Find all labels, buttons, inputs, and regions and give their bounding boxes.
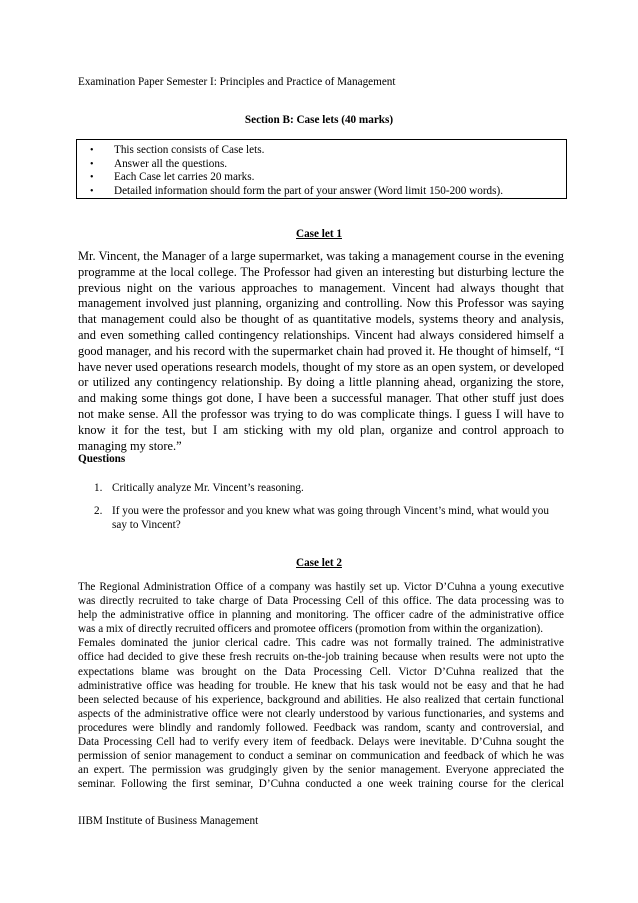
case-2-line: permission of senior management to conduct a seminar on communication and feedback of which he was — [78, 750, 564, 763]
question-number: 2. — [94, 505, 103, 517]
bullet-icon: • — [90, 185, 94, 197]
instruction-item — [90, 144, 566, 158]
bullet-icon: • — [90, 158, 94, 170]
bullet-icon: • — [90, 145, 94, 156]
case-2-line: aspects of the administrative office were not clearly understood by various functionaries, and systems and — [78, 707, 564, 720]
case-2-line: office had decided to give these fresh recruits on-the-job training because when results were not upto the — [78, 651, 564, 664]
instruction-text: Each Case let carries 20 marks. — [114, 171, 255, 184]
case-2-line: Data Processing Cell had to verify every item of feedback. Delays were inevitable. D’Cuhna sought the — [78, 736, 564, 749]
question-item — [94, 504, 564, 532]
question-number: 1. — [94, 482, 103, 494]
case-1-body: Mr. Vincent, the Manager of a large supermarket, was taking a management course in the evening programme at the local college. The Professor had given an interesting but disturbing lecture the previous night on the various approaches to management. Vincent had always thought that management involved just planning, organizing and controlling. Now this Professor was saying that management could also be thought of as quantitative models, systems theory and analysis, and even something called contingency relationships. Vincent had always considered himself a good manager, and his record with the supermarket chain had proved it. He thought of himself, “I have never used operations research models, thought of my store as an open system, or developed or utilized any contingency relationship. By doing a little planning ahead, organizing the store, and making some things got done, I have been a successful manager. That other stuff just does not make sense. All the professor was trying to do was complicate things. I guess I will have to know it for the test, but I am sticking with my old plan, organize and control approach to managing my store.” — [78, 249, 564, 453]
questions-list — [94, 481, 564, 541]
case-2-line: been selected because of his experience, background and abilities. He also realized that certain functional — [78, 693, 564, 706]
case-2-title: Case let 2 — [296, 557, 342, 569]
instructions-list — [77, 144, 566, 198]
case-2-body — [78, 580, 564, 791]
question-text: Critically analyze Mr. Vincent’s reasoning. — [112, 482, 304, 494]
question-item — [94, 481, 564, 495]
page-header: Examination Paper Semester I: Principles and Practice of Management — [78, 76, 396, 88]
instructions-box — [76, 139, 567, 199]
instruction-text: Detailed information should form the part of your answer (Word limit 150-200 words). — [114, 184, 504, 197]
case-2-line: help the administrative office in planning and monitoring. The officer cadre of the administrative office — [78, 609, 564, 622]
question-text: If you were the professor and you knew what was going through Vincent’s mind, what would you say to Vincent? — [112, 505, 549, 531]
instruction-item — [90, 157, 566, 172]
bullet-icon: • — [90, 172, 94, 184]
instruction-item — [90, 184, 566, 199]
case-1-title: Case let 1 — [296, 228, 342, 240]
instruction-text: This section consists of Case lets. — [114, 144, 265, 156]
questions-heading: Questions — [78, 453, 126, 465]
case-2-line: procedures were blindly and randomly followed. Feedback was random, scanty and controversial, and — [78, 721, 564, 734]
case-2-line: was a mix of directly recruited officers and promotee officers (promotion from within the organization). — [78, 623, 544, 636]
instruction-text: Answer all the questions. — [114, 157, 228, 170]
case-2-line: administrative office was heading for trouble. He knew that his task would not be easy and that he had — [78, 679, 564, 692]
case-2-line: Females dominated the junior clerical cadre. This cadre was not formally trained. The administrative — [78, 637, 564, 650]
case-2-line: was directly recruited to take charge of Data Processing Cell of this office. The data processing was to — [78, 595, 564, 608]
case-2-line: expectations blame was brought on the Data Processing Cell. Victor D’Cuhna realized that the — [78, 665, 564, 678]
page-footer: IIBM Institute of Business Management — [78, 815, 259, 827]
case-2-line: The Regional Administration Office of a company was hastily set up. Victor D’Cuhna a young executive — [78, 581, 564, 593]
case-2-line: an expert. The permission was grudgingly given by the senior management. Everyone appreciated the — [78, 764, 564, 777]
section-title: Section B: Case lets (40 marks) — [244, 114, 394, 126]
case-2-line: seminar. Following the first seminar, D’Cuhna conducted a one week training course for the clerical — [78, 778, 564, 791]
instruction-item — [90, 171, 566, 185]
